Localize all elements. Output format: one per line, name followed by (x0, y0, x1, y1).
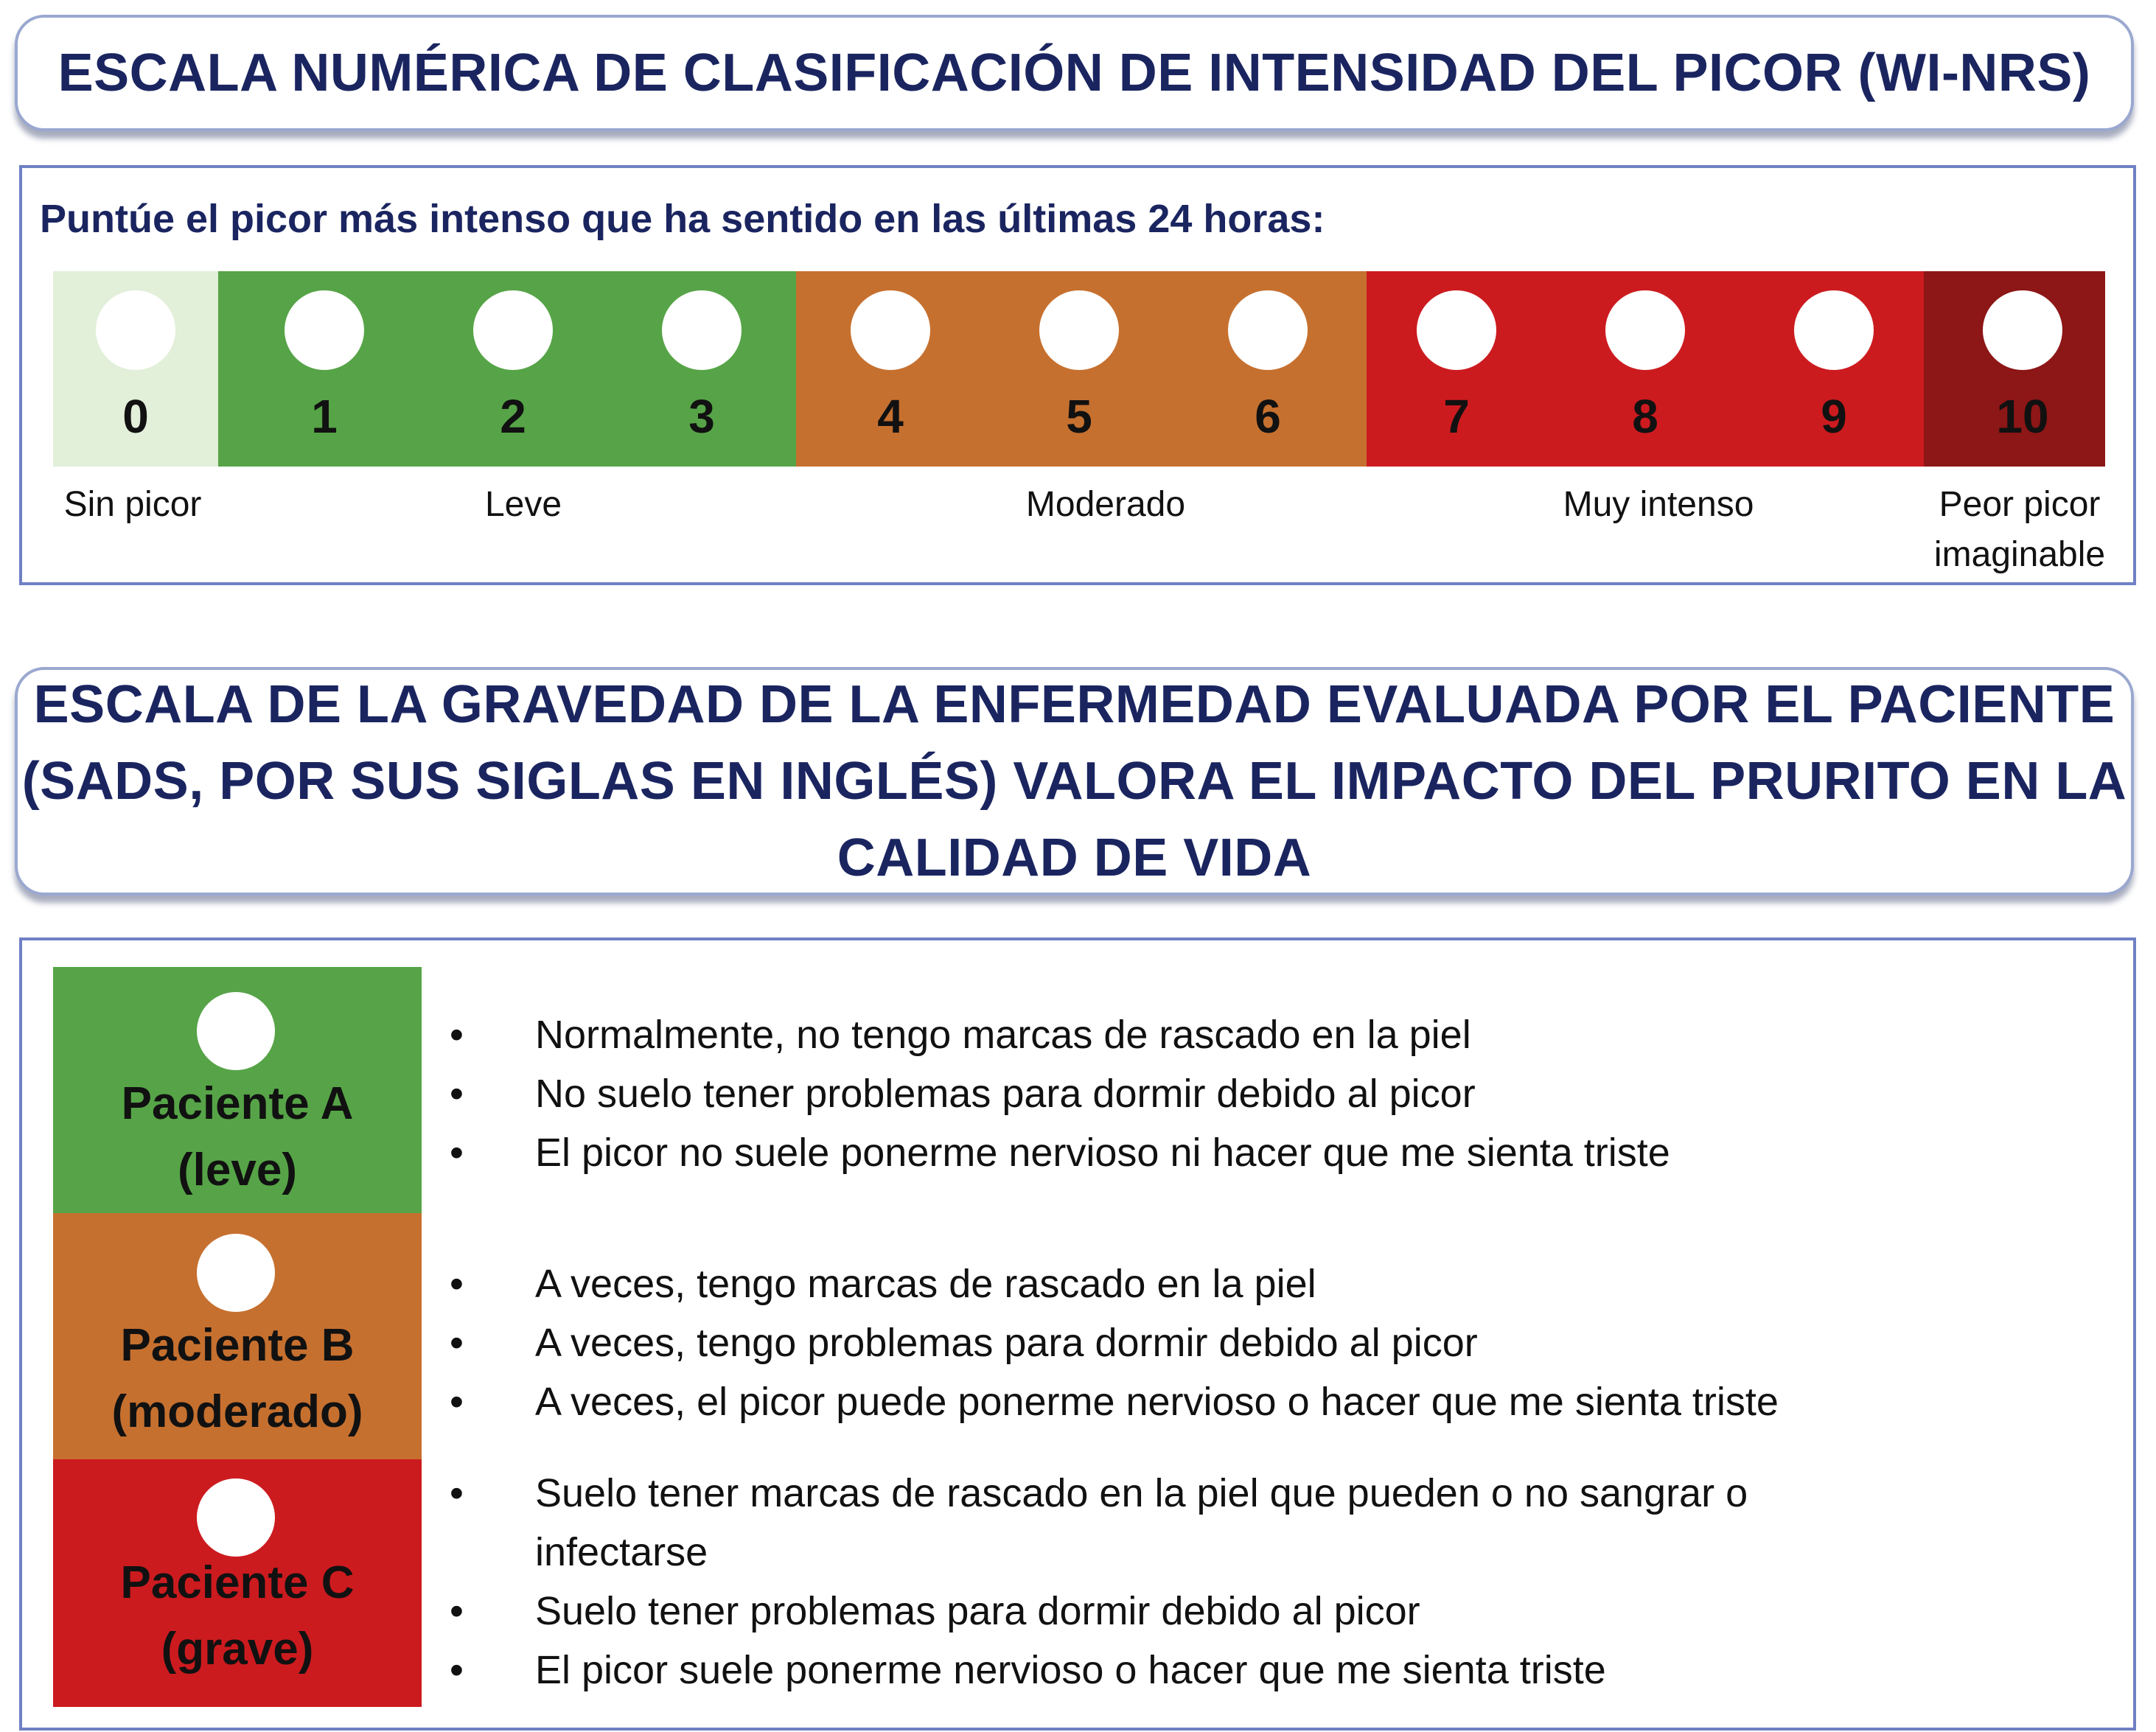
scale-label-moderate: Moderado (1025, 485, 1186, 524)
bullet: • (450, 1471, 464, 1515)
scale-radio-circle[interactable] (1794, 290, 1874, 370)
scale-value: 9 (1821, 390, 1847, 443)
scale-radio-circle[interactable] (96, 290, 175, 370)
sads-panel (19, 937, 2136, 1731)
wi-nrs-question: Puntúe el picor más intenso que ha sentido en las últimas 24 horas: (40, 197, 1325, 241)
scale-value: 0 (122, 390, 149, 443)
scale-value: 6 (1255, 390, 1281, 443)
scale-radio-circle[interactable] (1228, 290, 1308, 370)
scale-value: 8 (1632, 390, 1658, 443)
scale-value: 5 (1066, 390, 1092, 443)
scale-option-3[interactable] (628, 271, 775, 467)
patient-c-item-text: El picor suele ponerme nervioso o hacer que me sienta triste (535, 1648, 1606, 1692)
scale-radio-circle[interactable] (473, 290, 553, 370)
patient-b-item-text: A veces, tengo problemas para dormir debido al picor (535, 1321, 1478, 1365)
bullet: • (450, 1589, 464, 1633)
patient-a-radio-circle[interactable] (197, 992, 275, 1070)
sads-title (15, 667, 2134, 895)
patient-a-card[interactable] (53, 967, 422, 1213)
sads-title-line1: ESCALA DE LA GRAVEDAD DE LA ENFERMEDAD EVALUADA POR EL PACIENTE (33, 675, 2115, 734)
patient-c-radio-circle[interactable] (197, 1478, 275, 1557)
scale-option-0[interactable] (62, 271, 209, 467)
patient-b-name: Paciente B (120, 1320, 355, 1371)
patient-b-level: (moderado) (111, 1386, 363, 1437)
patient-b-item-text: A veces, tengo marcas de rascado en la piel (535, 1262, 1316, 1306)
scale-label-worst (1916, 480, 2123, 580)
wi-nrs-title (15, 15, 2134, 131)
scale-option-5[interactable] (1005, 271, 1153, 467)
patient-c-item-text: Suelo tener problemas para dormir debido al picor (535, 1589, 1420, 1633)
patient-a-item-text: Normalmente, no tengo marcas de rascado en la piel (535, 1013, 1471, 1057)
scale-value: 3 (688, 390, 715, 443)
scale-option-10[interactable] (1949, 271, 2096, 467)
scale-radio-circle[interactable] (1605, 290, 1685, 370)
scale-option-4[interactable] (817, 271, 964, 467)
scale-label-none: Sin picor (63, 485, 202, 524)
bullet: • (450, 1131, 464, 1175)
wi-nrs-title-text: ESCALA NUMÉRICA DE CLASIFICACIÓN DE INTENSIDAD DEL PICOR (WI-NRS) (57, 43, 2091, 102)
patient-b-item-text: A veces, el picor puede ponerme nervioso o hacer que me sienta triste (535, 1380, 1779, 1424)
bullet: • (450, 1262, 464, 1306)
scale-radio-circle[interactable] (1417, 290, 1496, 370)
scale-label-mild: Leve (484, 485, 562, 524)
scale-radio-circle[interactable] (285, 290, 364, 370)
scale-label-very-intense: Muy intenso (1563, 485, 1754, 524)
scale-value: 2 (500, 390, 526, 443)
scale-option-6[interactable] (1194, 271, 1342, 467)
patient-b-card[interactable] (53, 1213, 422, 1459)
scale-value: 10 (1996, 390, 2049, 443)
patient-a-level: (leve) (178, 1145, 297, 1195)
scale-radio-circle[interactable] (1983, 290, 2062, 370)
bullet: • (450, 1380, 464, 1424)
wi-nrs-panel (19, 165, 2136, 585)
bullet: • (450, 1321, 464, 1365)
scale-value: 7 (1443, 390, 1470, 443)
patient-c-item-text: Suelo tener marcas de rascado en la piel que pueden o no sangrar o (535, 1471, 1748, 1515)
scale-option-2[interactable] (439, 271, 587, 467)
scale-value: 1 (311, 390, 338, 443)
scale-option-1[interactable] (251, 271, 398, 467)
scale-radio-circle[interactable] (851, 290, 930, 370)
wi-nrs-scale-bar (53, 271, 2105, 467)
patient-a-name: Paciente A (121, 1078, 354, 1129)
scale-value: 4 (877, 390, 904, 443)
patient-c-item-text: infectarse (535, 1530, 708, 1574)
sads-title-line2: (SADS, POR SUS SIGLAS EN INGLÉS) VALORA EL IMPACTO DEL PRURITO EN LA (21, 752, 2127, 811)
scale-radio-circle[interactable] (662, 290, 742, 370)
patient-a-item-text: No suelo tener problemas para dormir debido al picor (535, 1072, 1476, 1116)
sads-title-line3: CALIDAD DE VIDA (837, 828, 1312, 887)
scale-label-worst-line2: imaginable (1933, 535, 2106, 574)
bullet: • (450, 1013, 464, 1057)
patient-c-name: Paciente C (120, 1557, 355, 1608)
scale-option-9[interactable] (1760, 271, 1908, 467)
patient-c-level: (grave) (161, 1624, 314, 1675)
bullet: • (450, 1648, 464, 1692)
scale-radio-circle[interactable] (1039, 290, 1119, 370)
scale-option-7[interactable] (1383, 271, 1530, 467)
scale-option-8[interactable] (1571, 271, 1719, 467)
patient-a-item-text: El picor no suele ponerme nervioso ni hacer que me sienta triste (535, 1131, 1670, 1175)
bullet: • (450, 1072, 464, 1116)
patient-b-radio-circle[interactable] (197, 1234, 275, 1312)
patient-c-card[interactable] (53, 1459, 422, 1707)
scale-label-worst-line1: Peor picor (1939, 485, 2101, 524)
